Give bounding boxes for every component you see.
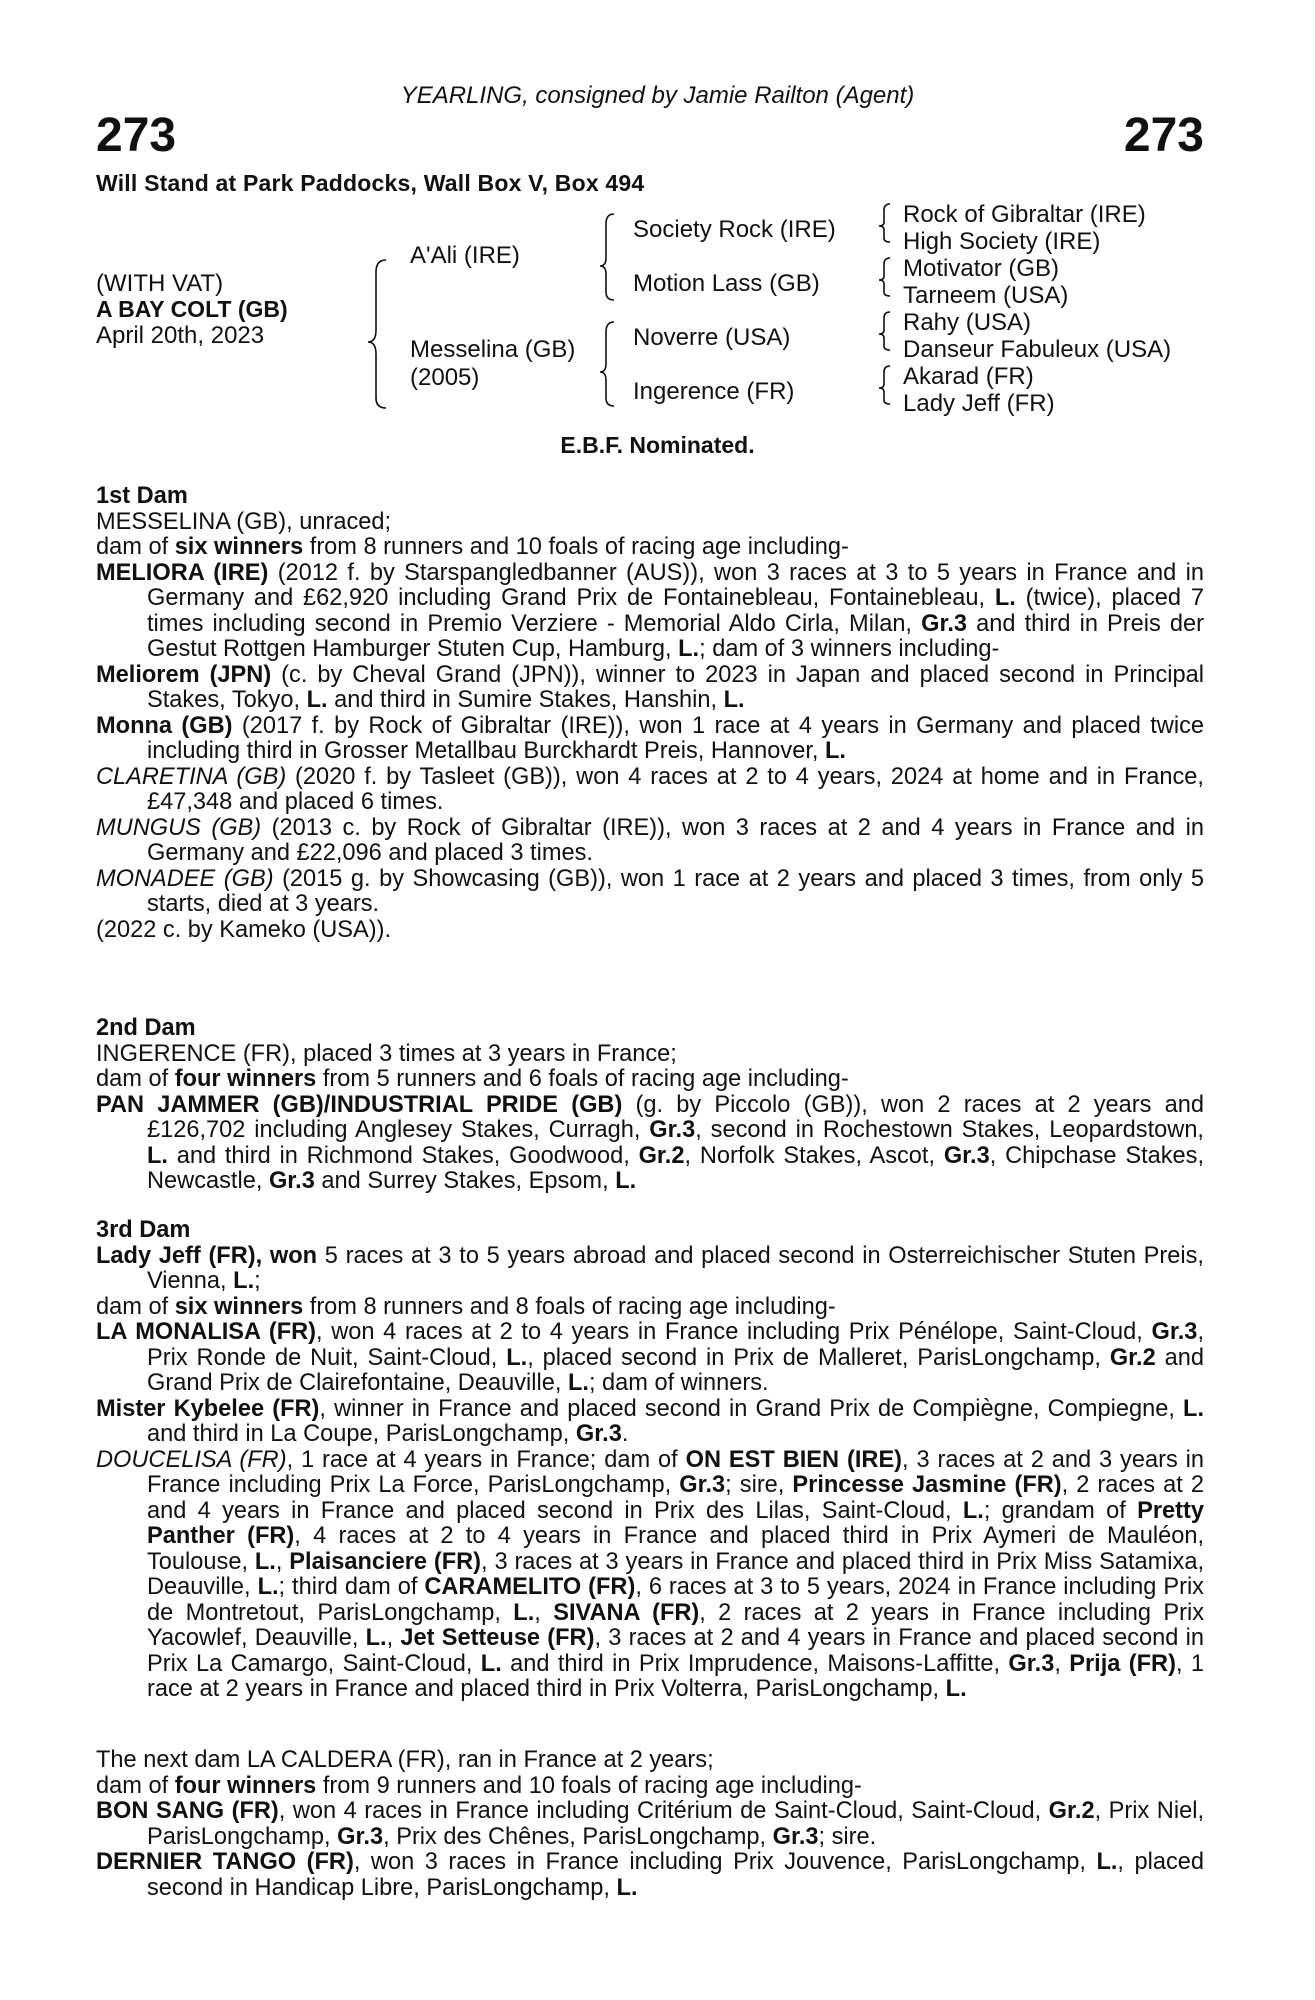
third-dam-section bbox=[96, 1218, 1204, 1703]
text: , bbox=[386, 1625, 394, 1651]
listed-mark: L. bbox=[257, 1574, 279, 1600]
pedigree-g4-7: Akarad (FR) bbox=[903, 363, 1034, 390]
text: , placed second in Prix de Malleret, ParisLongchamp, bbox=[527, 1344, 1110, 1371]
text: dam of bbox=[96, 1293, 175, 1320]
listed-mark: L. bbox=[615, 1168, 637, 1194]
listed-mark: L. bbox=[306, 687, 328, 713]
text: , Chipchase Stakes, Newcastle, bbox=[147, 1142, 1205, 1194]
listed-mark: L. bbox=[1096, 1849, 1118, 1875]
text: ; dam of 3 winners including- bbox=[699, 636, 1000, 662]
text: , winner in France and placed second in Grand Prix de Compiègne, Compiegne, bbox=[319, 1395, 1184, 1422]
produce-pan-jammer bbox=[96, 1093, 1204, 1195]
first-dam-intro: MESSELINA (GB), unraced; bbox=[96, 508, 392, 535]
third-dam-intro bbox=[96, 1244, 1204, 1295]
horse-name: CARAMELITO (FR) bbox=[424, 1574, 636, 1600]
group-mark: Gr.3 bbox=[1008, 1650, 1055, 1677]
group-mark: Gr.3 bbox=[943, 1142, 990, 1169]
second-dam-heading: 2nd Dam bbox=[96, 1015, 196, 1041]
produce-kameko: (2022 c. by Kameko (USA)). bbox=[96, 916, 392, 943]
text: ; bbox=[254, 1268, 261, 1294]
text: and third in Preis der Gestut Rottgen Hamburger Stuten Cup, Hamburg, bbox=[147, 610, 1204, 662]
listed-mark: L. bbox=[567, 1370, 589, 1396]
pedigree-sire-dam: Motion Lass (GB) bbox=[633, 270, 820, 297]
text: . bbox=[621, 1421, 629, 1447]
pedigree-sire-sire: Society Rock (IRE) bbox=[633, 216, 836, 243]
listed-mark: L. bbox=[723, 687, 745, 713]
listed-mark: L. bbox=[254, 1548, 276, 1575]
next-dam-section bbox=[96, 1748, 1204, 1901]
text: from 8 runners and 8 foals of racing age including- bbox=[303, 1293, 836, 1320]
group-mark: Gr.3 bbox=[921, 610, 968, 637]
horse-name: Pretty Panther (FR) bbox=[147, 1497, 1204, 1549]
listed-mark: L. bbox=[994, 585, 1016, 611]
pedigree-g4-1: Rock of Gibraltar (IRE) bbox=[903, 201, 1146, 228]
text: 5 races at 3 to 5 years abroad and placed second in Osterreichischer Stuten Preis, Vienna, bbox=[147, 1242, 1204, 1294]
first-dam-heading: 1st Dam bbox=[96, 483, 188, 509]
text: , 1 race at 4 years in France; dam of bbox=[286, 1446, 686, 1473]
pedigree-g4-3: Motivator (GB) bbox=[903, 255, 1060, 282]
group-mark: Gr.3 bbox=[575, 1421, 622, 1447]
horse-name: Jet Setteuse (FR) bbox=[400, 1625, 595, 1651]
text: and third in Richmond Stakes, Goodwood, bbox=[167, 1142, 639, 1169]
text: , won 3 races in France including Prix Jouvence, ParisLongchamp, bbox=[353, 1849, 1097, 1875]
text: , 3 races at 2 and 4 years in France and placed second in Prix La Camargo, Saint-Cloud, bbox=[147, 1625, 1204, 1677]
group-mark: Gr.3 bbox=[1151, 1319, 1198, 1345]
text: (2017 f. by Rock of Gibraltar (IRE)), won 1 race at 4 years in Germany and placed twice including third in Grosser Metallbau Burckhardt Preis, Hannover, bbox=[147, 712, 1204, 764]
pedigree-g4-5: Rahy (USA) bbox=[903, 309, 1032, 336]
produce-mister-kybelee bbox=[96, 1397, 1204, 1448]
text: (2020 f. by Tasleet (GB)), won 4 races at 2 to 4 years, 2024 at home and in France, £47,348 and placed 6 times. bbox=[147, 763, 1204, 815]
stand-location: Will Stand at Park Paddocks, Wall Box V, Box 494 bbox=[96, 170, 645, 196]
winners-count: six winners bbox=[174, 1293, 304, 1320]
pedigree-g4-6: Danseur Fabuleux (USA) bbox=[903, 336, 1172, 363]
pedigree-dam: Messelina (GB) bbox=[410, 336, 576, 363]
horse-name: BON SANG (FR) bbox=[96, 1798, 279, 1824]
horse-name: Princesse Jasmine (FR) bbox=[792, 1472, 1062, 1498]
text: and third in Sumire Stakes, Hanshin, bbox=[327, 687, 724, 713]
horse-name: Prija (FR) bbox=[1069, 1650, 1176, 1677]
lot-number-left: 273 bbox=[96, 109, 177, 162]
produce-monna bbox=[96, 714, 1204, 765]
text: , won 4 races in France including Critérium de Saint-Cloud, Saint-Cloud, bbox=[278, 1798, 1049, 1824]
horse-name: MELIORA (IRE) bbox=[96, 559, 269, 586]
text: , 3 races at 3 years in France and placed third in Prix Miss Satamixa, Deauville, bbox=[147, 1548, 1205, 1600]
group-mark: Gr.3 bbox=[337, 1823, 384, 1850]
text: from 9 runners and 10 foals of racing age including- bbox=[316, 1772, 862, 1799]
horse-name: LA MONALISA (FR) bbox=[96, 1319, 317, 1345]
listed-mark: L. bbox=[825, 738, 846, 764]
listed-mark: L. bbox=[616, 1874, 638, 1901]
text: ; sire. bbox=[818, 1823, 877, 1850]
pedigree-dam-sire: Noverre (USA) bbox=[633, 324, 791, 351]
text: , 4 races at 2 to 4 years in France and placed third in Prix Aymeri de Mauléon, Toulouse, bbox=[147, 1523, 1204, 1575]
ebf-nominated: E.B.F. Nominated. bbox=[560, 432, 755, 458]
text: (g. by Piccolo (GB)), won 2 races at 2 years and £126,702 including Anglesey Stakes, Curragh, bbox=[147, 1091, 1204, 1143]
listed-mark: L. bbox=[945, 1676, 967, 1702]
listed-mark: L. bbox=[365, 1625, 387, 1651]
text: dam of bbox=[96, 534, 175, 560]
horse-vat: (WITH VAT) bbox=[96, 270, 224, 297]
winners-count: six winners bbox=[174, 534, 304, 560]
next-dam-intro: The next dam LA CALDERA (FR), ran in France at 2 years; bbox=[96, 1747, 714, 1773]
text: and Grand Prix de Clairefontaine, Deauville, bbox=[147, 1344, 1204, 1396]
pedigree-dam-year: (2005) bbox=[410, 364, 480, 391]
horse-name: MUNGUS (GB) bbox=[96, 814, 262, 841]
group-mark: Gr.3 bbox=[268, 1168, 315, 1194]
text: ; grandam of bbox=[983, 1497, 1138, 1524]
listed-mark: L. bbox=[480, 1650, 502, 1677]
group-mark: Gr.3 bbox=[649, 1117, 696, 1143]
horse-name: Meliorem (JPN) bbox=[96, 661, 272, 688]
horse-name: Plaisanciere (FR) bbox=[289, 1548, 482, 1575]
produce-doucelisa bbox=[96, 1448, 1204, 1703]
text: , Prix des Chênes, ParisLongchamp, bbox=[383, 1823, 773, 1850]
text: dam of bbox=[96, 1066, 175, 1092]
listed-mark: L. bbox=[233, 1268, 255, 1294]
second-dam-intro: INGERENCE (FR), placed 3 times at 3 years in France; bbox=[96, 1040, 677, 1067]
text: from 5 runners and 6 foals of racing age including- bbox=[316, 1066, 849, 1092]
horse-name: PAN JAMMER (GB)/INDUSTRIAL PRIDE (GB) bbox=[96, 1091, 623, 1118]
winners-count: four winners bbox=[174, 1772, 317, 1799]
produce-monadee bbox=[96, 867, 1204, 918]
third-dam-produce-intro bbox=[96, 1295, 1204, 1321]
listed-mark: L. bbox=[147, 1142, 168, 1169]
winners-count: four winners bbox=[174, 1066, 317, 1092]
second-dam-section bbox=[96, 1016, 1204, 1195]
pedigree-g4-4: Tarneem (USA) bbox=[903, 282, 1069, 309]
pedigree-sire: A'Ali (IRE) bbox=[410, 242, 520, 269]
first-dam-section bbox=[96, 484, 1204, 943]
text: , Prix Niel, ParisLongchamp, bbox=[147, 1798, 1204, 1850]
text: from 8 runners and 10 foals of racing age including- bbox=[303, 534, 849, 560]
horse-name: Mister Kybelee (FR) bbox=[96, 1395, 320, 1422]
consignment-line: YEARLING, consigned by Jamie Railton (Agent) bbox=[400, 82, 915, 109]
text: ; third dam of bbox=[278, 1574, 425, 1600]
text: , Prix Ronde de Nuit, Saint-Cloud, bbox=[147, 1319, 1204, 1371]
first-dam-produce-intro bbox=[96, 535, 1204, 561]
text: , won 4 races at 2 to 4 years in France including Prix Pénélope, Saint-Cloud, bbox=[316, 1319, 1152, 1345]
listed-mark: L. bbox=[513, 1599, 535, 1626]
text: (twice), placed 7 times including second in Premio Verziere - Memorial Aldo Cirla, Milan, bbox=[147, 585, 1204, 637]
produce-dernier-tango bbox=[96, 1850, 1204, 1901]
pedigree-g4-2: High Society (IRE) bbox=[903, 228, 1101, 255]
text: (2012 f. by Starspangledbanner (AUS)), won 3 races at 3 to 5 years in France and in Germany and £62,920 including Grand Prix de Fontainebleau, Fontainebleau, bbox=[147, 559, 1204, 611]
second-dam-produce-intro bbox=[96, 1067, 1204, 1093]
horse-name: MONADEE (GB) bbox=[96, 865, 274, 892]
produce-mungus bbox=[96, 816, 1204, 867]
group-mark: Gr.2 bbox=[1048, 1798, 1095, 1824]
text: , 3 races at 2 and 3 years in France including Prix La Force, ParisLongchamp, bbox=[147, 1446, 1205, 1498]
horse-name: Lady Jeff (FR) bbox=[96, 1242, 256, 1269]
text: dam of bbox=[96, 1772, 175, 1799]
produce-bon-sang bbox=[96, 1799, 1204, 1850]
text: , 2 races at 2 years in France including Prix Yacowlef, Deauville, bbox=[147, 1599, 1204, 1651]
text: ; sire, bbox=[725, 1472, 793, 1498]
third-dam-heading: 3rd Dam bbox=[96, 1217, 191, 1243]
horse-name: ON EST BIEN (IRE) bbox=[685, 1446, 903, 1473]
produce-claretina bbox=[96, 765, 1204, 816]
text: (2015 g. by Showcasing (GB)), won 1 race at 2 years and placed 3 times, from only 5 starts, died at 3 years. bbox=[147, 865, 1205, 917]
text: (c. by Cheval Grand (JPN)), winner to 2023 in Japan and placed second in Principal Stakes, Tokyo, bbox=[147, 661, 1204, 713]
next-dam-produce-intro bbox=[96, 1774, 1204, 1800]
text: , bbox=[534, 1599, 541, 1626]
text: , 1 race at 2 years in France and placed third in Prix Volterra, ParisLongchamp, bbox=[147, 1650, 1204, 1702]
produce-la-monalisa bbox=[96, 1320, 1204, 1397]
horse-foaled: April 20th, 2023 bbox=[96, 322, 265, 349]
group-mark: Gr.3 bbox=[772, 1823, 819, 1850]
horse-name: CLARETINA (GB) bbox=[96, 763, 287, 790]
text: , placed second in Handicap Libre, ParisLongchamp, bbox=[147, 1849, 1205, 1901]
text: , won bbox=[255, 1242, 318, 1269]
text: (2013 c. by Rock of Gibraltar (IRE)), won 3 races at 2 and 4 years in France and in Germany and £22,096 and placed 3 times. bbox=[147, 814, 1204, 866]
listed-mark: L. bbox=[506, 1344, 528, 1371]
produce-meliora bbox=[96, 561, 1204, 663]
text: , second in Rochestown Stakes, Leopardstown, bbox=[695, 1117, 1204, 1143]
listed-mark: L. bbox=[1183, 1395, 1204, 1422]
produce-meliorem bbox=[96, 663, 1204, 714]
horse-name: SIVANA (FR) bbox=[553, 1599, 700, 1626]
lot-number-right: 273 bbox=[1123, 109, 1204, 162]
listed-mark: L. bbox=[678, 636, 700, 662]
group-mark: Gr.2 bbox=[638, 1142, 685, 1169]
text: , bbox=[1054, 1650, 1061, 1677]
pedigree-dam-dam: Ingerence (FR) bbox=[633, 378, 795, 405]
text: and third in Prix Imprudence, Maisons-Laffitte, bbox=[501, 1650, 1009, 1677]
text: , 6 races at 3 to 5 years, 2024 in France including Prix de Montretout, ParisLongchamp, bbox=[147, 1574, 1204, 1626]
text: and Surrey Stakes, Epsom, bbox=[314, 1168, 616, 1194]
text: , Norfolk Stakes, Ascot, bbox=[684, 1142, 944, 1169]
horse-name: Monna (GB) bbox=[96, 712, 233, 739]
group-mark: Gr.3 bbox=[679, 1472, 726, 1498]
text: ; dam of winners. bbox=[588, 1370, 769, 1396]
text: and third in La Coupe, ParisLongchamp, bbox=[147, 1421, 576, 1447]
horse-name: DERNIER TANGO (FR) bbox=[96, 1849, 354, 1875]
text: , 2 races at 2 and 4 years in France and placed second in Prix des Lilas, Saint-Cloud, bbox=[147, 1472, 1205, 1524]
pedigree-g4-8: Lady Jeff (FR) bbox=[903, 390, 1055, 417]
listed-mark: L. bbox=[962, 1497, 984, 1524]
horse-name: DOUCELISA (FR) bbox=[96, 1446, 287, 1473]
group-mark: Gr.2 bbox=[1109, 1344, 1156, 1371]
horse-name: A BAY COLT (GB) bbox=[96, 296, 288, 322]
text: , bbox=[275, 1548, 283, 1575]
